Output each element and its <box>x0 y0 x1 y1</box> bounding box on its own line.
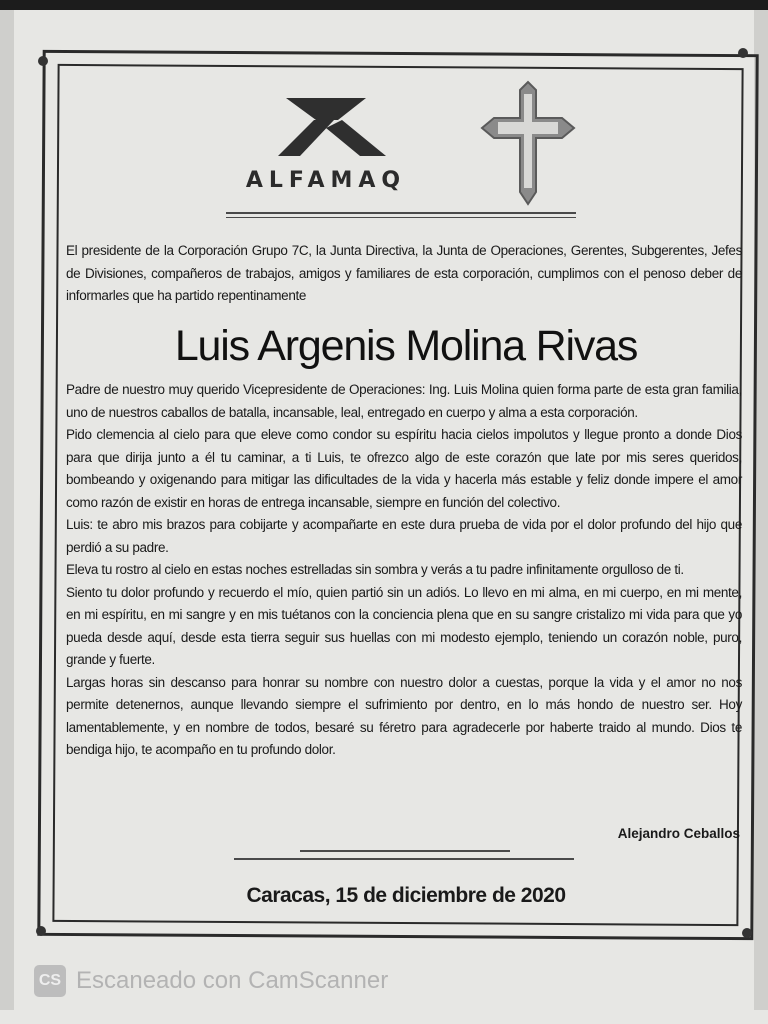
place-and-date: Caracas, 15 de diciembre de 2020 <box>246 884 566 907</box>
corner-ornament-top-left <box>38 56 48 66</box>
alfamaq-logo <box>226 90 426 200</box>
paragraph-1: Padre de nuestro muy querido Vicepresidente de Operaciones: Ing. Luis Molina quien forma parte de esta gran familia, uno de nuestros caballos de batalla, incansable, leal, entregado en cuerpo y alma a esta corporación. <box>66 382 742 420</box>
logo-brand-text: ALFAMAQ <box>245 168 407 193</box>
intro-paragraph: El presidente de la Corporación Grupo 7C, la Junta Directiva, la Junta de Operaciones, Gerentes, Subgerentes, Jefes de Divisiones, compañeros de trabajos, amigos y familiares de esta corporación, cumplimos con el penoso deber de informarles que ha partido repentinamente <box>66 243 742 303</box>
header-divider-thin <box>226 217 576 218</box>
alfamaq-logo-mark <box>256 90 396 160</box>
deceased-name: Luis Argenis Molina Rivas <box>174 322 638 370</box>
corner-ornament-top-right <box>738 48 748 58</box>
header-divider <box>226 212 576 214</box>
corner-ornament-bottom-right <box>742 928 752 938</box>
camscanner-icon: CS <box>34 965 66 997</box>
signature: Alejandro Ceballos <box>617 826 740 841</box>
scan-top-edge <box>0 0 768 10</box>
paragraph-6: Largas horas sin descanso para honrar su nombre con nuestro dolor a cuestas, porque la vida y el amor no nos permite detenernos, aunque llevando siempre el sufrimiento por dentro, en lo más hondo de nuestro ser. Hoy lamentablemente, y en nombre de todos, besaré su féretro para agradecerle por haberte traido al mundo. Dios te bendiga hijo, te acompaño en tu profundo dolor. <box>66 674 742 757</box>
message-body <box>66 379 742 762</box>
scan-left-edge <box>0 10 14 1010</box>
paragraph-4: Eleva tu rostro al cielo en estas noches estrelladas sin sombra y verás a tu padre infinitamente orgulloso de ti. <box>66 562 684 577</box>
camscanner-watermark <box>34 964 388 998</box>
cross-icon <box>478 80 578 210</box>
corner-ornament-bottom-left <box>36 926 46 936</box>
paragraph-5: Siento tu dolor profundo y recuerdo el mío, quien partió sin un adiós. Lo llevo en mi alma, en mi cuerpo, en mi mente, en mi espíritu, en mi sangre y en mis tuétanos con la conciencia plena que en su sangre cristalizo mi vida para que yo pueda desde aquí, desde esta tierra seguir sus huellas con mi modesto ejemplo, teniendo un corazón noble, puro, grande y fuerte. <box>66 584 742 667</box>
footer-divider-short <box>300 850 510 852</box>
watermark-text: Escaneado con CamScanner <box>76 967 389 994</box>
paragraph-2: Pido clemencia al cielo para que eleve como condor su espíritu hacia cielos impolutos y llegue pronto a donde Dios para que dirija junto a él tu caminar, a ti Luis, te ofrezco algo de este corazón que late por mis seres queridos, bombeando y oxigenando para mitigar las dificultades de la vida y hacerla más estable y feliz donde impere el amor como razón de existir en horas de entrega incansable, siempre en función del colectivo. <box>66 427 742 510</box>
paragraph-3: Luis: te abro mis brazos para cobijarte y acompañarte en este dura prueba de vida por el dolor profundo del hijo que perdió a su padre. <box>66 517 742 555</box>
footer-divider-long <box>234 858 574 860</box>
